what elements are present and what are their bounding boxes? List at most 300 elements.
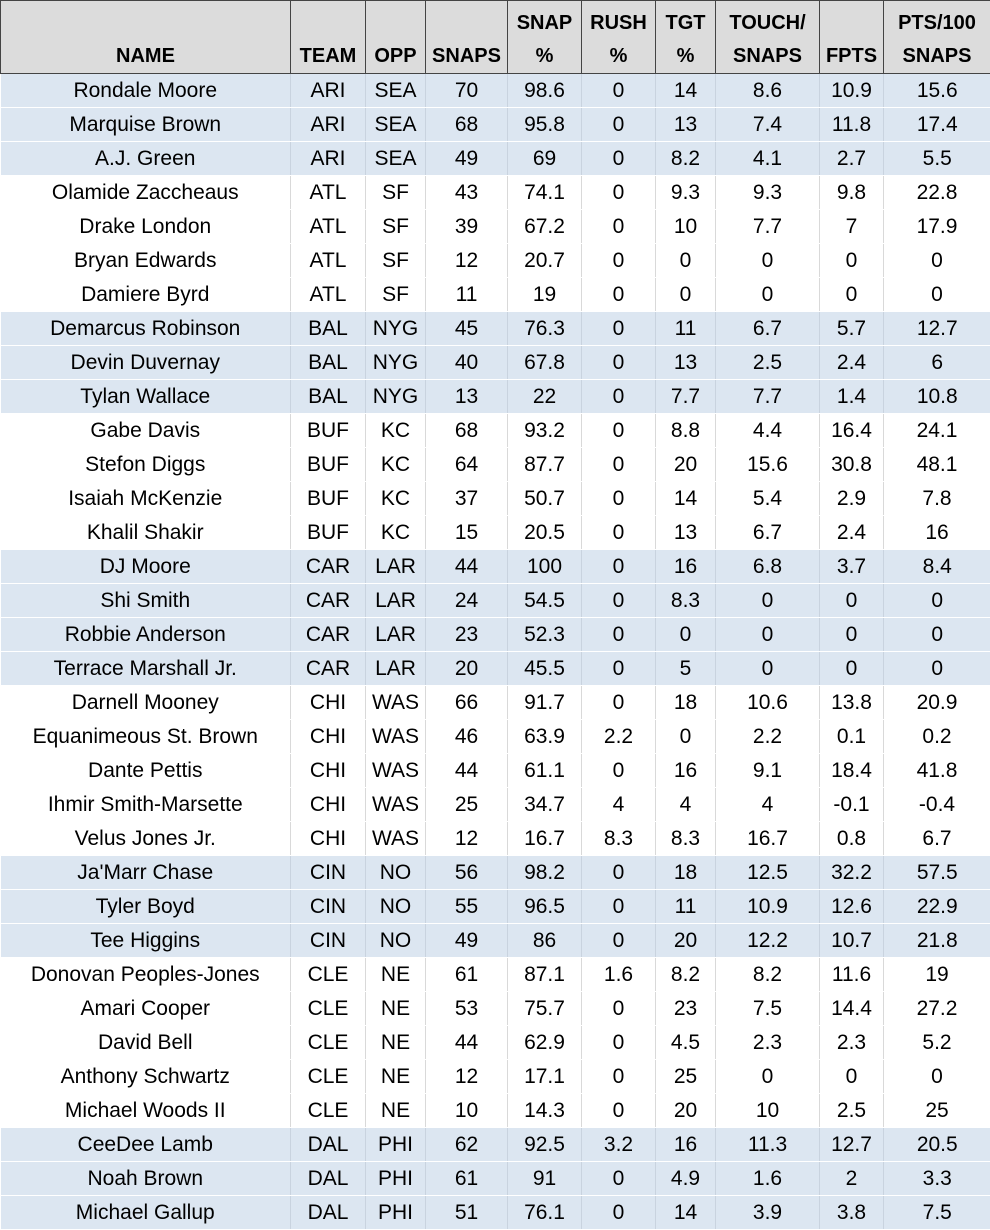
player-name-cell: DJ Moore (1, 550, 291, 584)
fpts-cell: -0.1 (820, 788, 884, 822)
team-cell: CIN (291, 924, 366, 958)
fpts-cell: 3.8 (820, 1196, 884, 1230)
fpts-cell: 0 (820, 584, 884, 618)
snap-pct-cell: 67.8 (508, 346, 582, 380)
header-line-2: OPP (374, 45, 417, 67)
tgt-pct-cell: 10 (656, 210, 716, 244)
team-cell: CLE (291, 1060, 366, 1094)
snaps-cell: 11 (426, 278, 508, 312)
touch-snaps-cell: 0 (716, 652, 820, 686)
player-name-cell: Anthony Schwartz (1, 1060, 291, 1094)
table-body (1, 74, 990, 1230)
snap-pct-cell: 54.5 (508, 584, 582, 618)
header-line-1: SNAP (516, 12, 573, 34)
snaps-cell: 51 (426, 1196, 508, 1230)
touch-snaps-cell: 1.6 (716, 1162, 820, 1196)
fpts-cell: 0 (820, 618, 884, 652)
opponent-cell: NYG (366, 346, 426, 380)
tgt-pct-cell: 0 (656, 720, 716, 754)
snap-pct-cell: 91.7 (508, 686, 582, 720)
header-line-2: % (676, 45, 695, 67)
player-name-cell: Tee Higgins (1, 924, 291, 958)
pts-per-100-cell: 17.9 (884, 210, 990, 244)
touch-snaps-cell: 4 (716, 788, 820, 822)
tgt-pct-cell: 18 (656, 856, 716, 890)
table-row (1, 74, 990, 108)
header-line-1 (822, 7, 881, 40)
fpts-cell: 2.9 (820, 482, 884, 516)
opponent-cell: WAS (366, 754, 426, 788)
player-name-cell: Equanimeous St. Brown (1, 720, 291, 754)
rush-pct-cell: 0 (582, 448, 656, 482)
header-row (1, 1, 990, 74)
rush-pct-cell: 0 (582, 890, 656, 924)
opponent-cell: PHI (366, 1128, 426, 1162)
opponent-cell: LAR (366, 618, 426, 652)
tgt-pct-cell: 20 (656, 448, 716, 482)
fpts-cell: 2.5 (820, 1094, 884, 1128)
table-row (1, 380, 990, 414)
table-row (1, 1060, 990, 1094)
player-name-cell: Ja'Marr Chase (1, 856, 291, 890)
header-line-2: % (535, 45, 554, 67)
touch-snaps-cell: 7.5 (716, 992, 820, 1026)
tgt-pct-cell: 11 (656, 312, 716, 346)
rush-pct-cell: 0 (582, 584, 656, 618)
team-cell: BUF (291, 448, 366, 482)
pts-per-100-cell: 20.9 (884, 686, 990, 720)
snaps-cell: 68 (426, 414, 508, 448)
table-header (1, 1, 990, 74)
snap-pct-cell: 92.5 (508, 1128, 582, 1162)
team-cell: CLE (291, 1026, 366, 1060)
player-name-cell: Terrace Marshall Jr. (1, 652, 291, 686)
rush-pct-cell: 0 (582, 1060, 656, 1094)
pts-per-100-cell: 12.7 (884, 312, 990, 346)
snaps-cell: 25 (426, 788, 508, 822)
player-name-cell: CeeDee Lamb (1, 1128, 291, 1162)
table-row (1, 482, 990, 516)
team-cell: CHI (291, 720, 366, 754)
pts-per-100-cell: 24.1 (884, 414, 990, 448)
snaps-cell: 64 (426, 448, 508, 482)
snap-pct-cell: 87.7 (508, 448, 582, 482)
tgt-pct-cell: 18 (656, 686, 716, 720)
tgt-pct-cell: 8.2 (656, 958, 716, 992)
rush-pct-cell: 0 (582, 516, 656, 550)
rush-pct-cell: 0 (582, 924, 656, 958)
opponent-cell: SF (366, 278, 426, 312)
team-cell: BAL (291, 312, 366, 346)
tgt-pct-cell: 8.3 (656, 822, 716, 856)
team-cell: BUF (291, 414, 366, 448)
rush-pct-cell: 4 (582, 788, 656, 822)
fpts-cell: 30.8 (820, 448, 884, 482)
opponent-cell: PHI (366, 1162, 426, 1196)
fpts-cell: 11.6 (820, 958, 884, 992)
table-row (1, 856, 990, 890)
snaps-cell: 55 (426, 890, 508, 924)
header-line-2: TEAM (299, 45, 357, 67)
table-row (1, 1162, 990, 1196)
player-name-cell: Demarcus Robinson (1, 312, 291, 346)
table-row (1, 244, 990, 278)
header-line-2: SNAPS (432, 45, 501, 67)
table-row (1, 788, 990, 822)
fpts-cell: 0 (820, 652, 884, 686)
rush-pct-cell: 0 (582, 278, 656, 312)
tgt-pct-cell: 8.3 (656, 584, 716, 618)
opponent-cell: SEA (366, 108, 426, 142)
touch-snaps-cell: 6.7 (716, 516, 820, 550)
team-cell: ATL (291, 278, 366, 312)
team-cell: CAR (291, 550, 366, 584)
table-row (1, 142, 990, 176)
pts-per-100-cell: 22.9 (884, 890, 990, 924)
player-name-cell: Noah Brown (1, 1162, 291, 1196)
touch-snaps-header (716, 1, 820, 74)
team-cell: CAR (291, 652, 366, 686)
table-row (1, 754, 990, 788)
tgt-pct-cell: 16 (656, 550, 716, 584)
touch-snaps-cell: 8.6 (716, 74, 820, 108)
snap-pct-cell: 16.7 (508, 822, 582, 856)
header-line-1: TGT (665, 12, 706, 34)
header-line-1: RUSH (590, 12, 647, 34)
snap-pct-cell: 61.1 (508, 754, 582, 788)
header-line-2: NAME (116, 45, 175, 67)
snaps-cell: 61 (426, 958, 508, 992)
snaps-cell: 12 (426, 244, 508, 278)
fpts-cell: 18.4 (820, 754, 884, 788)
header-line-2: SNAPS (733, 45, 802, 67)
touch-snaps-cell: 16.7 (716, 822, 820, 856)
player-name-cell: Isaiah McKenzie (1, 482, 291, 516)
snap-pct-cell: 98.2 (508, 856, 582, 890)
snap-pct-cell: 52.3 (508, 618, 582, 652)
tgt-pct-cell: 5 (656, 652, 716, 686)
rush-pct-cell: 0 (582, 618, 656, 652)
snaps-cell: 44 (426, 550, 508, 584)
player-name-cell: Drake London (1, 210, 291, 244)
rush-pct-cell: 0 (582, 482, 656, 516)
header-line-1 (293, 7, 363, 40)
header-line-1 (368, 7, 423, 40)
rush-pct-cell: 0 (582, 380, 656, 414)
player-name-cell: Amari Cooper (1, 992, 291, 1026)
pts-per-100-cell: 5.2 (884, 1026, 990, 1060)
touch-snaps-cell: 2.2 (716, 720, 820, 754)
table-row (1, 108, 990, 142)
rush-pct-cell: 0 (582, 176, 656, 210)
snap-pct-cell: 67.2 (508, 210, 582, 244)
team-cell: CIN (291, 856, 366, 890)
snaps-cell: 15 (426, 516, 508, 550)
opponent-cell: NE (366, 1094, 426, 1128)
tgt-pct-cell: 14 (656, 482, 716, 516)
opp-header (366, 1, 426, 74)
opponent-cell: NE (366, 1060, 426, 1094)
touch-snaps-cell: 8.2 (716, 958, 820, 992)
pts-per-100-cell: 15.6 (884, 74, 990, 108)
tgt-pct-cell: 0 (656, 278, 716, 312)
tgt-pct-cell: 23 (656, 992, 716, 1026)
snaps-cell: 12 (426, 1060, 508, 1094)
rush-pct-cell: 0 (582, 142, 656, 176)
snaps-cell: 45 (426, 312, 508, 346)
fpts-cell: 0 (820, 1060, 884, 1094)
team-cell: CLE (291, 1094, 366, 1128)
snaps-cell: 46 (426, 720, 508, 754)
snaps-cell: 44 (426, 754, 508, 788)
team-cell: CAR (291, 618, 366, 652)
header-line-1: PTS/100 (898, 12, 976, 34)
opponent-cell: NE (366, 992, 426, 1026)
pts-per-100-cell: 10.8 (884, 380, 990, 414)
snap-pct-cell: 14.3 (508, 1094, 582, 1128)
tgt-pct-cell: 16 (656, 1128, 716, 1162)
header-line-1: TOUCH/ (729, 12, 806, 34)
player-name-cell: Gabe Davis (1, 414, 291, 448)
rush-pct-cell: 0 (582, 244, 656, 278)
snap-pct-cell: 45.5 (508, 652, 582, 686)
player-name-cell: Ihmir Smith-Marsette (1, 788, 291, 822)
touch-snaps-cell: 0 (716, 244, 820, 278)
snaps-cell: 23 (426, 618, 508, 652)
tgt-pct-cell: 20 (656, 924, 716, 958)
snap-pct-cell: 100 (508, 550, 582, 584)
snaps-cell: 10 (426, 1094, 508, 1128)
opponent-cell: WAS (366, 686, 426, 720)
team-header (291, 1, 366, 74)
snaps-cell: 56 (426, 856, 508, 890)
opponent-cell: NE (366, 1026, 426, 1060)
team-cell: CHI (291, 754, 366, 788)
snap-pct-cell: 87.1 (508, 958, 582, 992)
snap-pct-cell: 63.9 (508, 720, 582, 754)
snap-pct-cell: 20.5 (508, 516, 582, 550)
pts-per-100-cell: 3.3 (884, 1162, 990, 1196)
player-name-cell: Michael Gallup (1, 1196, 291, 1230)
touch-snaps-cell: 15.6 (716, 448, 820, 482)
touch-snaps-cell: 10.6 (716, 686, 820, 720)
opponent-cell: KC (366, 414, 426, 448)
touch-snaps-cell: 7.4 (716, 108, 820, 142)
opponent-cell: SEA (366, 74, 426, 108)
rush-pct-header (582, 1, 656, 74)
snap-pct-header (508, 1, 582, 74)
touch-snaps-cell: 10.9 (716, 890, 820, 924)
rush-pct-cell: 0 (582, 414, 656, 448)
player-name-cell: Damiere Byrd (1, 278, 291, 312)
pts-per-100-cell: -0.4 (884, 788, 990, 822)
player-name-cell: Devin Duvernay (1, 346, 291, 380)
rush-pct-cell: 2.2 (582, 720, 656, 754)
team-cell: ATL (291, 176, 366, 210)
team-cell: CIN (291, 890, 366, 924)
rush-pct-cell: 0 (582, 992, 656, 1026)
pts-per-100-cell: 6 (884, 346, 990, 380)
team-cell: CLE (291, 992, 366, 1026)
table-row (1, 992, 990, 1026)
fpts-cell: 7 (820, 210, 884, 244)
opponent-cell: SF (366, 244, 426, 278)
opponent-cell: NYG (366, 380, 426, 414)
player-name-cell: Dante Pettis (1, 754, 291, 788)
fpts-cell: 0.1 (820, 720, 884, 754)
team-cell: CHI (291, 788, 366, 822)
fpts-cell: 12.7 (820, 1128, 884, 1162)
tgt-pct-cell: 9.3 (656, 176, 716, 210)
table-row (1, 618, 990, 652)
touch-snaps-cell: 0 (716, 278, 820, 312)
player-name-cell: Marquise Brown (1, 108, 291, 142)
team-cell: ARI (291, 142, 366, 176)
player-name-cell: Robbie Anderson (1, 618, 291, 652)
pts-per-100-cell: 57.5 (884, 856, 990, 890)
touch-snaps-cell: 2.3 (716, 1026, 820, 1060)
tgt-pct-cell: 16 (656, 754, 716, 788)
snaps-cell: 49 (426, 142, 508, 176)
rush-pct-cell: 0 (582, 1196, 656, 1230)
tgt-pct-cell: 7.7 (656, 380, 716, 414)
fpts-cell: 9.8 (820, 176, 884, 210)
fpts-cell: 2.4 (820, 346, 884, 380)
team-cell: ARI (291, 74, 366, 108)
opponent-cell: KC (366, 516, 426, 550)
pts-per-100-header (884, 1, 990, 74)
player-name-cell: Bryan Edwards (1, 244, 291, 278)
pts-per-100-cell: 7.8 (884, 482, 990, 516)
team-cell: CHI (291, 686, 366, 720)
snap-pct-cell: 74.1 (508, 176, 582, 210)
opponent-cell: SEA (366, 142, 426, 176)
pts-per-100-cell: 0 (884, 652, 990, 686)
player-name-cell: Stefon Diggs (1, 448, 291, 482)
snaps-cell: 43 (426, 176, 508, 210)
snap-pct-cell: 75.7 (508, 992, 582, 1026)
team-cell: DAL (291, 1196, 366, 1230)
snap-pct-cell: 91 (508, 1162, 582, 1196)
rush-pct-cell: 0 (582, 1162, 656, 1196)
touch-snaps-cell: 12.5 (716, 856, 820, 890)
pts-per-100-cell: 0 (884, 278, 990, 312)
opponent-cell: LAR (366, 584, 426, 618)
fpts-cell: 10.7 (820, 924, 884, 958)
fpts-cell: 2.3 (820, 1026, 884, 1060)
pts-per-100-cell: 8.4 (884, 550, 990, 584)
player-name-cell: Rondale Moore (1, 74, 291, 108)
opponent-cell: NO (366, 856, 426, 890)
tgt-pct-cell: 13 (656, 346, 716, 380)
snap-pct-cell: 96.5 (508, 890, 582, 924)
opponent-cell: SF (366, 210, 426, 244)
fpts-cell: 5.7 (820, 312, 884, 346)
touch-snaps-cell: 2.5 (716, 346, 820, 380)
player-name-cell: David Bell (1, 1026, 291, 1060)
team-cell: DAL (291, 1162, 366, 1196)
snaps-cell: 12 (426, 822, 508, 856)
opponent-cell: WAS (366, 822, 426, 856)
name-header (1, 1, 291, 74)
table-row (1, 448, 990, 482)
rush-pct-cell: 0 (582, 346, 656, 380)
tgt-pct-header (656, 1, 716, 74)
rush-pct-cell: 0 (582, 74, 656, 108)
touch-snaps-cell: 5.4 (716, 482, 820, 516)
tgt-pct-cell: 8.8 (656, 414, 716, 448)
table-row (1, 652, 990, 686)
table-row (1, 312, 990, 346)
table-row (1, 822, 990, 856)
touch-snaps-cell: 4.1 (716, 142, 820, 176)
snaps-cell: 39 (426, 210, 508, 244)
opponent-cell: KC (366, 448, 426, 482)
touch-snaps-cell: 10 (716, 1094, 820, 1128)
opponent-cell: NO (366, 924, 426, 958)
rush-pct-cell: 8.3 (582, 822, 656, 856)
fpts-cell: 1.4 (820, 380, 884, 414)
snap-pct-cell: 76.1 (508, 1196, 582, 1230)
snaps-cell: 66 (426, 686, 508, 720)
rush-pct-cell: 0 (582, 550, 656, 584)
snap-pct-cell: 19 (508, 278, 582, 312)
table-row (1, 686, 990, 720)
pts-per-100-cell: 17.4 (884, 108, 990, 142)
team-cell: CLE (291, 958, 366, 992)
touch-snaps-cell: 0 (716, 1060, 820, 1094)
table-row (1, 414, 990, 448)
pts-per-100-cell: 5.5 (884, 142, 990, 176)
fpts-cell: 16.4 (820, 414, 884, 448)
player-name-cell: Darnell Mooney (1, 686, 291, 720)
pts-per-100-cell: 0 (884, 1060, 990, 1094)
snaps-cell: 53 (426, 992, 508, 1026)
table-row (1, 958, 990, 992)
touch-snaps-cell: 7.7 (716, 210, 820, 244)
tgt-pct-cell: 14 (656, 74, 716, 108)
pts-per-100-cell: 0 (884, 618, 990, 652)
header-line-1 (3, 7, 288, 40)
fpts-cell: 2 (820, 1162, 884, 1196)
rush-pct-cell: 0 (582, 754, 656, 788)
tgt-pct-cell: 13 (656, 516, 716, 550)
snap-pct-cell: 17.1 (508, 1060, 582, 1094)
touch-snaps-cell: 9.1 (716, 754, 820, 788)
opponent-cell: WAS (366, 788, 426, 822)
player-name-cell: A.J. Green (1, 142, 291, 176)
tgt-pct-cell: 14 (656, 1196, 716, 1230)
table-row (1, 346, 990, 380)
pts-per-100-cell: 19 (884, 958, 990, 992)
tgt-pct-cell: 20 (656, 1094, 716, 1128)
player-name-cell: Velus Jones Jr. (1, 822, 291, 856)
tgt-pct-cell: 11 (656, 890, 716, 924)
rush-pct-cell: 0 (582, 1026, 656, 1060)
rush-pct-cell: 0 (582, 1094, 656, 1128)
snaps-header (426, 1, 508, 74)
snap-pct-cell: 69 (508, 142, 582, 176)
snaps-cell: 70 (426, 74, 508, 108)
table-row (1, 210, 990, 244)
pts-per-100-cell: 41.8 (884, 754, 990, 788)
opponent-cell: LAR (366, 550, 426, 584)
player-name-cell: Michael Woods II (1, 1094, 291, 1128)
header-line-2: % (609, 45, 628, 67)
header-line-1 (428, 7, 505, 40)
team-cell: BAL (291, 380, 366, 414)
rush-pct-cell: 1.6 (582, 958, 656, 992)
